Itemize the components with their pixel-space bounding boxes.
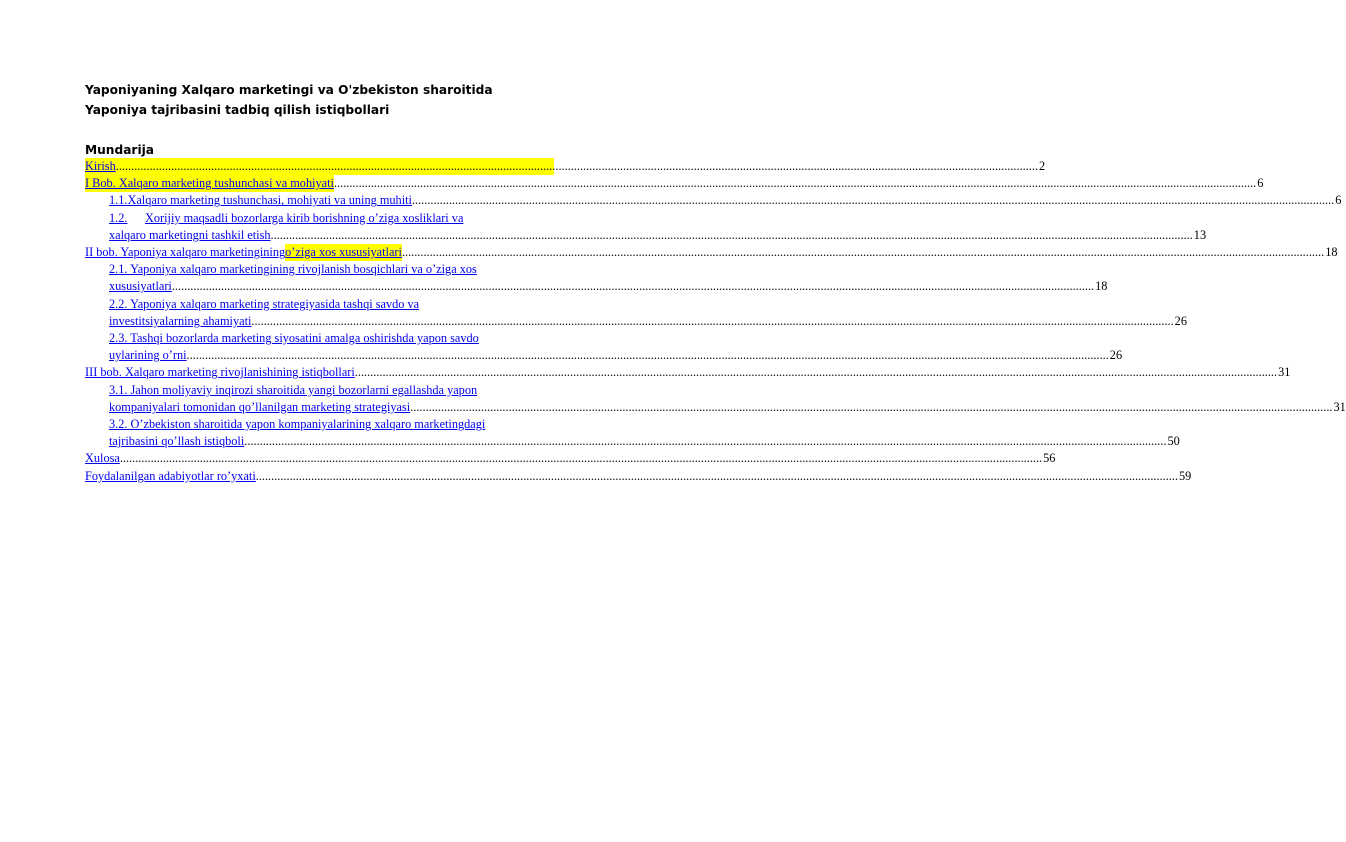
dot-leader: ............................................................................................................................................................................................................................................................................................................: [171, 279, 1095, 294]
dot-leader: ............................................................................................................................................................................................................................................................................................................: [401, 245, 1325, 260]
toc-entry-section-3-2[interactable]: [85, 416, 1180, 450]
toc-entry-label-line2[interactable]: tajribasini qo’llash istiqboli: [109, 434, 245, 449]
toc-entry-label[interactable]: Xulosa: [85, 451, 120, 466]
dot-leader: ............................................................................................................................................................................................................................................................................................................: [270, 227, 1193, 242]
toc-page-number: 59: [1179, 468, 1192, 483]
toc-entry-label-line1[interactable]: Xorijiy maqsadli bozorlarga kirib borishning o’ziga xosliklari va: [145, 210, 464, 225]
toc-entry-references[interactable]: [85, 468, 1192, 485]
toc-entry-number[interactable]: 1.2.: [109, 210, 128, 225]
toc-page-number: 2: [1039, 159, 1046, 173]
toc-entry-label-line1[interactable]: 3.1. Jahon moliyaviy inqirozi sharoitida yangi bozorlarni egallashda yapon: [109, 382, 478, 397]
toc-page-number: 31: [1333, 399, 1346, 414]
toc-page-number: 26: [1109, 348, 1123, 363]
toc-entry-label-line2[interactable]: uylarining o’rni: [109, 348, 187, 363]
toc-entry-chapter-2[interactable]: [85, 244, 1338, 261]
table-of-contents: [85, 158, 1346, 485]
document-title: Yaponiyaning Xalqaro marketingi va O'zbekiston sharoitida Yaponiya tajribasini tadbiq qilish istiqbollari: [85, 83, 493, 117]
toc-page-number: 50: [1167, 434, 1180, 449]
toc-entry-section-1-1[interactable]: [85, 192, 1342, 209]
toc-entry-label[interactable]: I Bob. Xalqaro marketing tushunchasi va mohiyati: [85, 175, 334, 192]
toc-entry-label-line1[interactable]: 2.1. Yaponiya xalqaro marketingining rivojlanish bosqichlari va o’ziga xos: [109, 262, 477, 277]
toc-entry-label-line2[interactable]: xususiyatlari: [109, 279, 172, 294]
dot-leader: ............................................................................................................................................................................................................................................................................................................: [333, 176, 1257, 191]
toc-entry-section-2-3[interactable]: [85, 330, 1123, 364]
toc-entry-label-line1[interactable]: 3.2. O’zbekiston sharoitida yapon kompaniyalarining xalqaro marketingdagi: [109, 417, 486, 432]
dot-leader: ............................................................................................................................................................................................................................................................................................................: [255, 468, 1179, 483]
toc-entry-label[interactable]: II bob. Yaponiya xalqaro marketingining: [85, 245, 286, 260]
toc-entry-label-line1[interactable]: 2.2. Yaponiya xalqaro marketing strategiyasida tashqi savdo va: [109, 296, 420, 311]
toc-entry-kirish[interactable]: [85, 158, 1046, 175]
toc-entry-section-1-2[interactable]: [85, 210, 1207, 244]
dot-leader: ............................................................................................................................................................................................................................................................................................................: [410, 399, 1333, 414]
toc-page-number: 26: [1174, 313, 1187, 328]
toc-entry-label[interactable]: Foydalanilgan adabiyotlar ro’yxati: [85, 468, 256, 483]
toc-entry-section-2-2[interactable]: [85, 296, 1187, 330]
toc-entry-label-line2[interactable]: investitsiyalarning ahamiyati: [109, 313, 252, 328]
toc-page-number: 6: [1335, 193, 1342, 208]
toc-entry-section-2-1[interactable]: [85, 261, 1108, 295]
dot-leader: ............................................................................................................................................................................................................................................................................................................: [119, 451, 1043, 466]
toc-entry-label-line1[interactable]: 2.3. Tashqi bozorlarda marketing siyosatini amalga oshirishda yapon savdo: [109, 331, 479, 346]
dot-leader: ............................................................................................................................................................................................................................................................................................................: [244, 434, 1167, 449]
toc-page-number: 18: [1095, 279, 1108, 294]
toc-page-number: 6: [1257, 176, 1264, 191]
toc-page-number: 18: [1325, 245, 1338, 260]
dot-leader: ............................................................................................................................................................................................................................................................................................................: [251, 313, 1174, 328]
toc-entry-label[interactable]: Xalqaro marketing tushunchasi, mohiyati va uning muhiti: [127, 193, 412, 208]
toc-entry-number[interactable]: 1.1.: [109, 193, 128, 208]
toc-entry-label[interactable]: III bob. Xalqaro marketing rivojlanishining istiqbollari: [85, 365, 355, 380]
dot-leader: ............................................................................................................................................................................................................................................................................................................: [411, 193, 1335, 208]
toc-page-number: 56: [1043, 451, 1056, 466]
toc-entry-xulosa[interactable]: [85, 450, 1056, 467]
toc-entry-label-line2[interactable]: xalqaro marketingni tashkil etish: [109, 227, 271, 242]
toc-entry-label[interactable]: Kirish: [85, 159, 116, 173]
toc-page-number: 13: [1193, 227, 1207, 242]
toc-entry-label-line2[interactable]: kompaniyalari tomonidan qo’llanilgan marketing strategiyasi: [109, 399, 411, 414]
dot-leader: ............................................................................................................................................................................................................................................................................................................: [186, 348, 1109, 363]
toc-entry-section-3-1[interactable]: [85, 382, 1346, 416]
dot-leader: ............................................................................................................................................................................................................................................................................................................: [115, 159, 1039, 173]
toc-entry-chapter-1[interactable]: [85, 175, 1264, 192]
toc-page-number: 31: [1278, 365, 1291, 380]
dot-leader: ............................................................................................................................................................................................................................................................................................................: [354, 365, 1278, 380]
toc-heading: Mundarija: [85, 143, 155, 157]
toc-entry-chapter-3[interactable]: [85, 364, 1291, 381]
toc-entry-label-highlighted[interactable]: o’ziga xos xususiyatlari: [285, 244, 402, 261]
